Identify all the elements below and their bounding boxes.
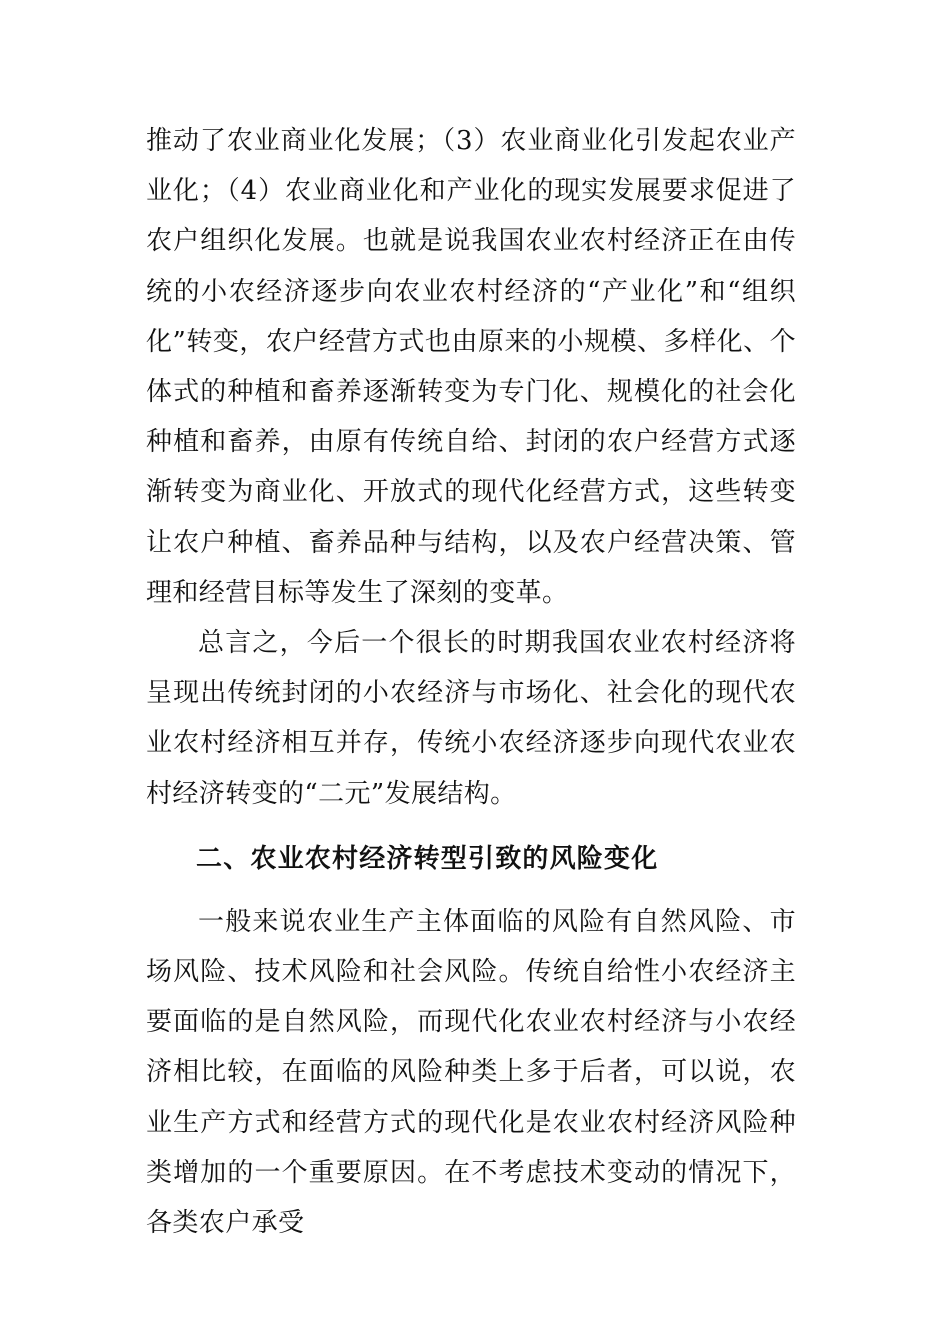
section-heading: 二、农业农村经济转型引致的风险变化 bbox=[196, 843, 659, 874]
body-paragraph-summary: 总言之，今后一个很长的时期我国农业农村经济将呈现出传统封闭的小农经济与市场化、社会化的现代农业农村经济相互并存，传统小农经济逐步向现代农业农村经济转变的“二元”发展结构。 bbox=[146, 628, 796, 809]
body-paragraph-continued: 推动了农业商业化发展；（3）农业商业化引发起农业产业化；（4）农业商业化和产业化的现实发展要求促进了农户组织化发展。也就是说我国农业农村经济正在由传统的小农经济逐步向农业农村经济的“产业化”和“组织化”转变，农户经营方式也由原来的小规模、多样化、个体式的种植和畜养逐渐转变为专门化、规模化的社会化种植和畜养，由原有传统自给、封闭的农户经营方式逐渐转变为商业化、开放式的现代化经营方式，这些转变让农户种植、畜养品种与结构，以及农户经营决策、管理和经营目标等发生了深刻的变革。 bbox=[146, 126, 796, 608]
body-paragraph-risk: 一般来说农业生产主体面临的风险有自然风险、市场风险、技术风险和社会风险。传统自给性小农经济主要面临的是自然风险，而现代化农业农村经济与小农经济相比较，在面临的风险种类上多于后者，可以说，农业生产方式和经营方式的现代化是农业农村经济风险种类增加的一个重要原因。在不考虑技术变动的情况下，各类农户承受 bbox=[146, 906, 796, 1239]
document-page bbox=[146, 116, 796, 1248]
